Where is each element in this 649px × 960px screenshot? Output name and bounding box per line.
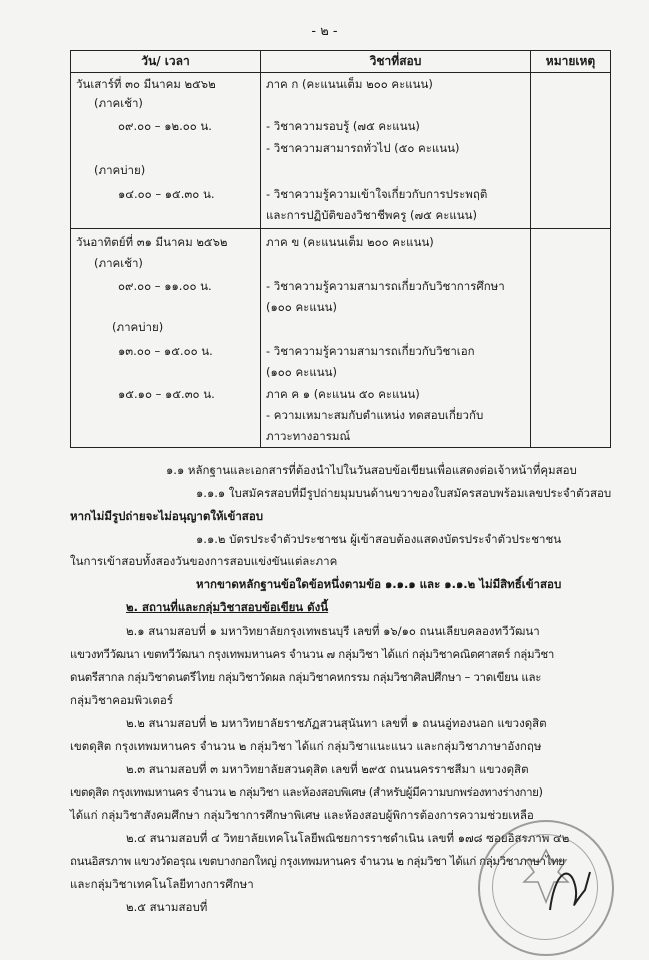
venue-1-line-4: กลุ่มวิชาคอมพิวเตอร์ xyxy=(70,693,174,707)
section-1-1-2: ๑.๑.๒ บัตรประจำตัวประชาชน ผู้เข้าสอบต้องแสดงบัตรประจำตัวประชาชน xyxy=(196,532,562,546)
header-subject: วิชาที่สอบ xyxy=(261,51,531,73)
header-date-time: วัน/ เวลา xyxy=(71,51,261,73)
exam-schedule-table xyxy=(70,50,611,448)
venue-5-line-1: ๒.๕ สนามสอบที่ xyxy=(126,900,208,914)
day2-part: ภาค ข (คะแนนเต็ม ๒๐๐ คะแนน) xyxy=(266,235,434,249)
venue-3-line-2: เขตดุสิต กรุงเทพมหานคร จำนวน ๒ กลุ่มวิชา และห้องสอบพิเศษ (สำหรับผู้มีความบกพร่องทางร่างกาย) xyxy=(70,785,543,799)
day1-afternoon-time: ๑๔.๐๐ – ๑๕.๓๐ น. xyxy=(118,187,215,201)
day1-subject-cell xyxy=(261,73,531,229)
venue-3-line-1: ๒.๓ สนามสอบที่ ๓ มหาวิทยาลัยสวนดุสิต เลขที่ ๒๙๕ ถนนนครราชสีมา แขวงดุสิต xyxy=(126,762,529,776)
section-1-1-1: ๑.๑.๑ ใบสมัครสอบที่มีรูปถ่ายมุมบนด้านขวาของใบสมัครสอบพร้อมเลขประจำตัวสอบ xyxy=(196,486,612,500)
day1-afternoon: (ภาคบ่าย) xyxy=(94,163,146,177)
day2-subject-1a: - วิชาความรู้ความสามารถเกี่ยวกับวิชาการศึกษา xyxy=(266,279,505,293)
table-header-row xyxy=(71,51,611,73)
day1-part: ภาค ก (คะแนนเต็ม ๒๐๐ คะแนน) xyxy=(266,77,433,91)
day2-date-cell xyxy=(71,229,261,448)
venue-4-line-1: ๒.๔ สนามสอบที่ ๔ วิทยาลัยเทคโนโลยีพณิชยการราชดำเนิน เลขที่ ๑๗๘ ซอยอิสรภาพ ๔๒ xyxy=(126,831,570,845)
day1-subject-3b: และการปฏิบัติของวิชาชีพครู (๗๕ คะแนน) xyxy=(266,208,478,222)
venue-1-line-2: แขวงทวีวัฒนา เขตทวีวัฒนา กรุงเทพมหานคร จำนวน ๗ กลุ่มวิชา ได้แก่ กลุ่มวิชาคณิตศาสตร์ กลุ่มวิชา xyxy=(70,647,555,661)
no-right-warning: หากขาดหลักฐานข้อใดข้อหนึ่งตามข้อ ๑.๑.๑ และ ๑.๑.๒ ไม่มีสิทธิ์เข้าสอบ xyxy=(196,577,562,591)
day2-afternoon-time: ๑๓.๐๐ – ๑๕.๐๐ น. xyxy=(118,344,213,358)
day1-remark-cell xyxy=(531,73,611,229)
venue-4-line-3: และกลุ่มวิชาเทคโนโลยีทางการศึกษา xyxy=(70,877,254,891)
venue-1-line-1: ๒.๑ สนามสอบที่ ๑ มหาวิทยาลัยกรุงเทพธนบุรี เลขที่ ๑๖/๑๐ ถนนเลียบคลองทวีวัฒนา xyxy=(126,624,540,638)
day2-afternoon: (ภาคบ่าย) xyxy=(112,320,164,334)
venue-4-line-2: ถนนอิสรภาพ แขวงวัดอรุณ เขตบางกอกใหญ่ กรุงเทพมหานคร จำนวน ๒ กลุ่มวิชา ได้แก่ กลุ่มวิชาภาษาไทย xyxy=(70,854,565,868)
photo-required-note: หากไม่มีรูปถ่ายจะไม่อนุญาตให้เข้าสอบ xyxy=(70,509,264,523)
page-number: - ๒ - xyxy=(311,24,338,39)
day2-subject-cell xyxy=(261,229,531,448)
day2-part-c-1a: - ความเหมาะสมกับตำแหน่ง ทดสอบเกี่ยวกับ xyxy=(266,408,484,422)
section-1-1: ๑.๑ หลักฐานและเอกสารที่ต้องนำไปในวันสอบข้อเขียนเพื่อแสดงต่อเจ้าหน้าที่คุมสอบ xyxy=(166,463,577,477)
day2-subject-2b: (๑๐๐ คะแนน) xyxy=(266,365,337,379)
day1-morning-time: ๐๙.๐๐ – ๑๒.๐๐ น. xyxy=(118,119,212,133)
day1-subject-2: - วิชาความสามารถทั่วไป (๕๐ คะแนน) xyxy=(266,141,460,155)
day2-subject-1b: (๑๐๐ คะแนน) xyxy=(266,300,337,314)
venue-2-line-1: ๒.๒ สนามสอบที่ ๒ มหาวิทยาลัยราชภัฏสวนสุนันทา เลขที่ ๑ ถนนอู่ทองนอก แขวงดุสิต xyxy=(126,716,547,730)
day2-morning-time: ๐๙.๐๐ – ๑๑.๐๐ น. xyxy=(118,279,212,293)
table-row-day1 xyxy=(71,73,611,229)
day2-part-c: ภาค ค ๑ (คะแนน ๕๐ คะแนน) xyxy=(266,387,420,401)
day1-subject-3a: - วิชาความรู้ความเข้าใจเกี่ยวกับการประพฤติ xyxy=(266,187,488,201)
venue-3-line-3: ได้แก่ กลุ่มวิชาสังคมศึกษา กลุ่มวิชาการศึกษาพิเศษ และห้องสอบผู้พิการต้องการความช่วยเหลือ xyxy=(70,808,534,822)
day1-date: วันเสาร์ที่ ๓๐ มีนาคม ๒๕๖๒ xyxy=(76,77,216,91)
signature xyxy=(545,860,595,920)
day1-morning: (ภาคเช้า) xyxy=(94,96,143,110)
day1-date-cell xyxy=(71,73,261,229)
day2-part-c-1b: ภาวะทางอารมณ์ xyxy=(266,429,351,443)
day2-date: วันอาทิตย์ที่ ๓๑ มีนาคม ๒๕๖๒ xyxy=(76,235,228,249)
venue-1-line-3: ดนตรีสากล กลุ่มวิชาดนตรีไทย กลุ่มวิชาวัดผล กลุ่มวิชาคหกรรม กลุ่มวิชาศิลปศึกษา – วาดเขียน และ xyxy=(70,670,542,684)
day2-remark-cell xyxy=(531,229,611,448)
venue-2-line-2: เขตดุสิต กรุงเทพมหานคร จำนวน ๒ กลุ่มวิชา ได้แก่ กลุ่มวิชาแนะแนว และกลุ่มวิชาภาษาอังกฤษ xyxy=(70,739,542,753)
table-row-day2 xyxy=(71,229,611,448)
header-remark: หมายเหตุ xyxy=(531,51,611,73)
section-2-heading: ๒. สถานที่และกลุ่มวิชาสอบข้อเขียน ดังนี้ xyxy=(126,600,329,614)
day2-last-time: ๑๕.๑๐ – ๑๕.๓๐ น. xyxy=(118,387,215,401)
day2-morning: (ภาคเช้า) xyxy=(94,256,143,270)
day1-subject-1: - วิชาความรอบรู้ (๗๕ คะแนน) xyxy=(266,119,420,133)
day2-subject-2a: - วิชาความรู้ความสามารถเกี่ยวกับวิชาเอก xyxy=(266,344,475,358)
section-1-1-2-cont: ในการเข้าสอบทั้งสองวันของการสอบแข่งขันแต่ละภาค xyxy=(70,554,338,568)
